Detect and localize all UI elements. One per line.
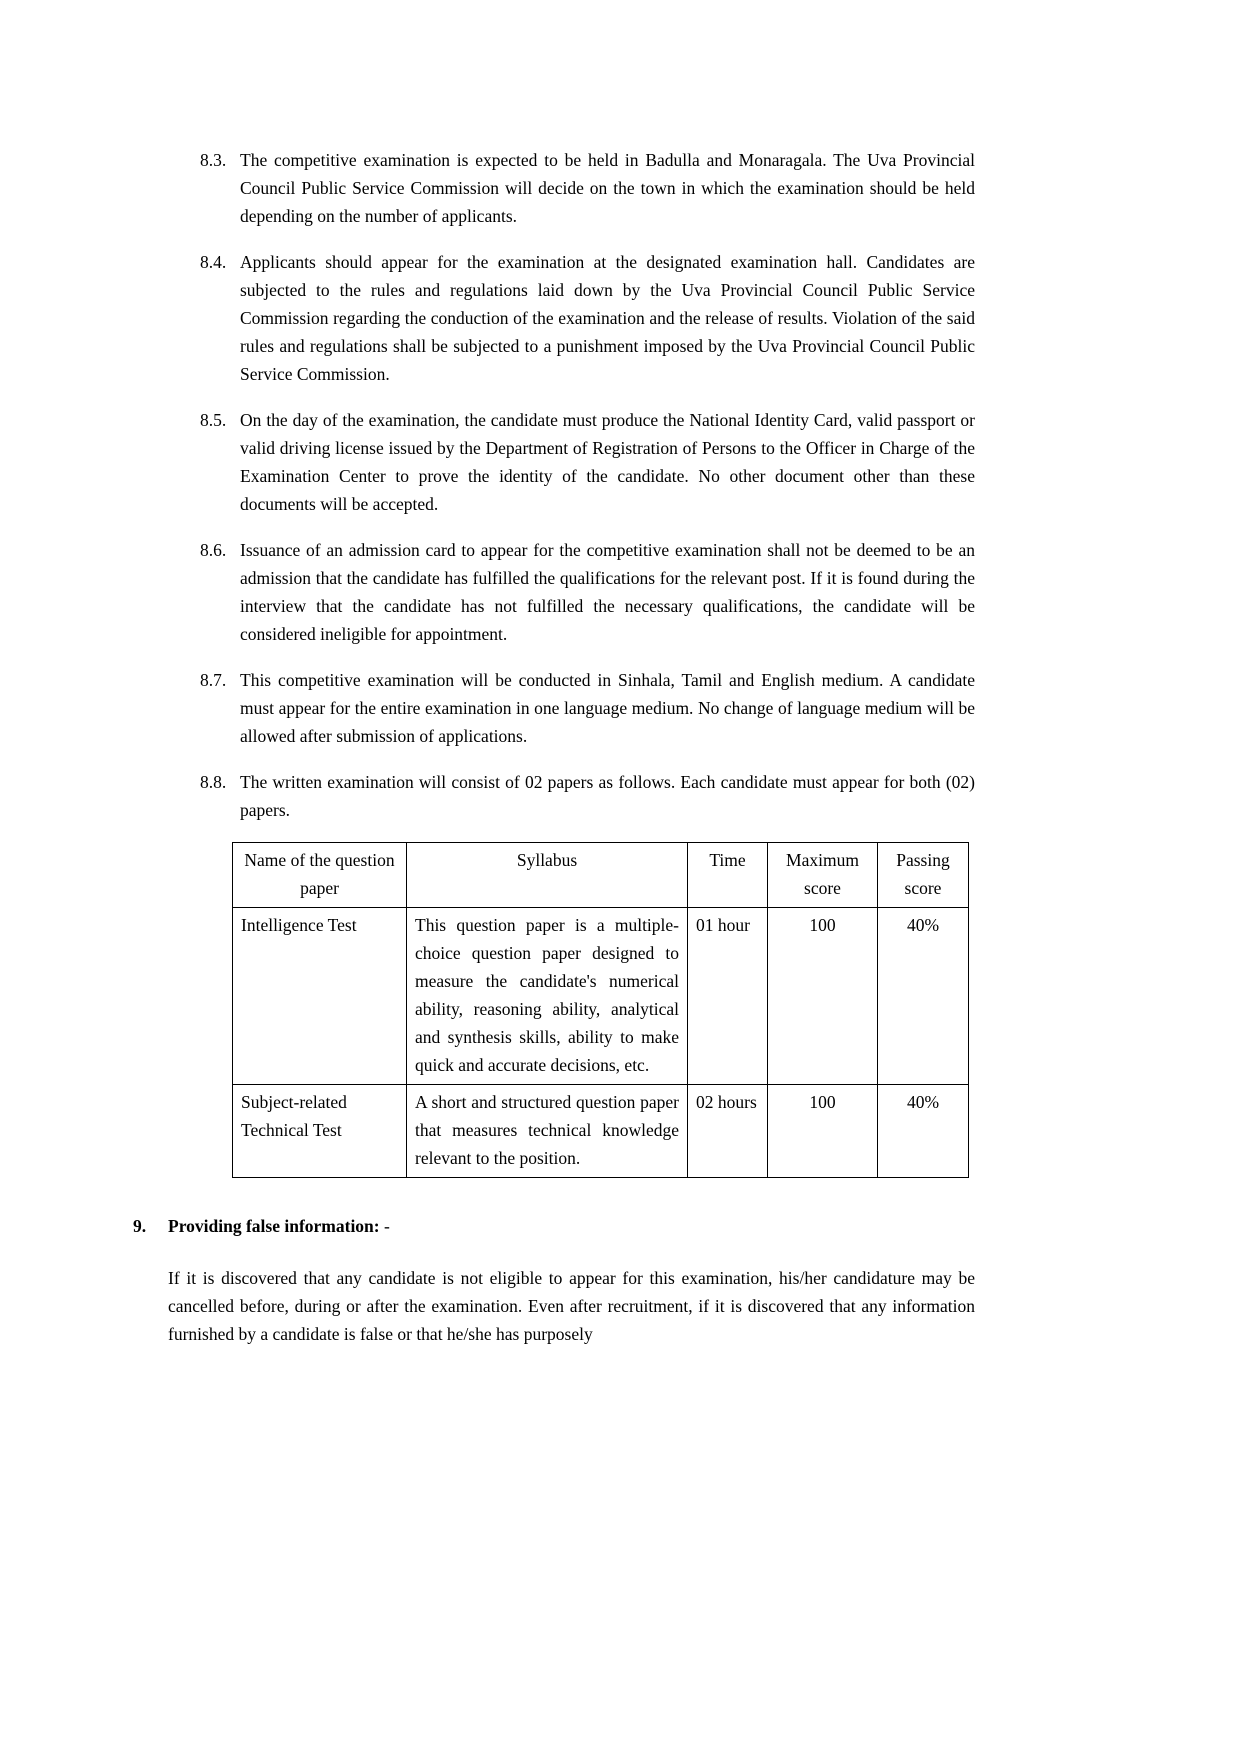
table-header-passing-score: Passing score: [878, 843, 969, 908]
cell-syllabus: A short and structured question paper that measures technical knowledge relevant to the position.: [407, 1085, 688, 1178]
document-body: [133, 146, 975, 1348]
cell-max-score: 100: [768, 1085, 878, 1178]
clause-text: Issuance of an admission card to appear for the competitive examination shall not be deemed to be an admission that the candidate has fulfilled the qualifications for the relevant post. If it is found during the interview that the candidate has not fulfilled the necessary qualifications, the candidate will be considered ineligible for appointment.: [240, 540, 975, 644]
cell-passing-score: 40%: [878, 1085, 969, 1178]
cell-time: 02 hours: [688, 1085, 768, 1178]
clause-8-7: [200, 666, 975, 750]
section-9-heading: [133, 1212, 975, 1240]
clause-8-8: [200, 768, 975, 824]
section-title-dash: -: [379, 1216, 390, 1236]
clause-number: 8.6.: [200, 540, 227, 560]
clause-text: Applicants should appear for the examination at the designated examination hall. Candidates are subjected to the rules and regulations laid down by the Uva Provincial Council Public Service Commission regarding the conduction of the examination and the release of results. Violation of the said rules and regulations shall be subjected to a punishment imposed by the Uva Provincial Council Public Service Commission.: [240, 252, 975, 384]
table-header-max-score: Maximum score: [768, 843, 878, 908]
table-header-syllabus: Syllabus: [407, 843, 688, 908]
cell-passing-score: 40%: [878, 908, 969, 1085]
clause-number: 8.4.: [200, 252, 227, 272]
examination-papers-table: [232, 842, 969, 1178]
cell-paper-name: Subject-related Technical Test: [233, 1085, 407, 1178]
table-row-intelligence-test: [233, 908, 969, 1085]
table-row-technical-test: [233, 1085, 969, 1178]
cell-max-score: 100: [768, 908, 878, 1085]
clause-8-3: [200, 146, 975, 230]
clause-text: On the day of the examination, the candidate must produce the National Identity Card, valid passport or valid driving license issued by the Department of Registration of Persons to the Officer in Charge of the Examination Center to prove the identity of the candidate. No other document other than these documents will be accepted.: [240, 410, 975, 514]
clause-number: 8.8.: [200, 772, 227, 792]
cell-syllabus: This question paper is a multiple-choice question paper designed to measure the candidate's numerical ability, reasoning ability, analytical and synthesis skills, ability to make quick and accurate decisions, etc.: [407, 908, 688, 1085]
cell-time: 01 hour: [688, 908, 768, 1085]
clause-8-6: [200, 536, 975, 648]
clause-8-4: [200, 248, 975, 388]
table-header-time: Time: [688, 843, 768, 908]
clause-number: 8.7.: [200, 670, 227, 690]
table-header-name: Name of the question paper: [233, 843, 407, 908]
clause-8-5: [200, 406, 975, 518]
clause-text: The competitive examination is expected to be held in Badulla and Monaragala. The Uva Provincial Council Public Service Commission will decide on the town in which the examination should be held depending on the number of applicants.: [240, 150, 975, 226]
table-header-row: [233, 843, 969, 908]
section-9-paragraph: If it is discovered that any candidate is not eligible to appear for this examination, his/her candidature may be cancelled before, during or after the examination. Even after recruitment, if it is discovered that any information furnished by a candidate is false or that he/she has purposely: [168, 1268, 975, 1344]
cell-paper-name: Intelligence Test: [233, 908, 407, 1085]
section-title: [168, 1212, 390, 1240]
clause-number: 8.5.: [200, 410, 227, 430]
clause-text: The written examination will consist of 02 papers as follows. Each candidate must appear for both (02) papers.: [240, 772, 975, 820]
clause-text: This competitive examination will be conducted in Sinhala, Tamil and English medium. A candidate must appear for the entire examination in one language medium. No change of language medium will be allowed after submission of applications.: [240, 670, 975, 746]
section-title-text: Providing false information:: [168, 1216, 380, 1236]
clause-number: 8.3.: [200, 150, 227, 170]
section-number: 9.: [133, 1216, 147, 1236]
